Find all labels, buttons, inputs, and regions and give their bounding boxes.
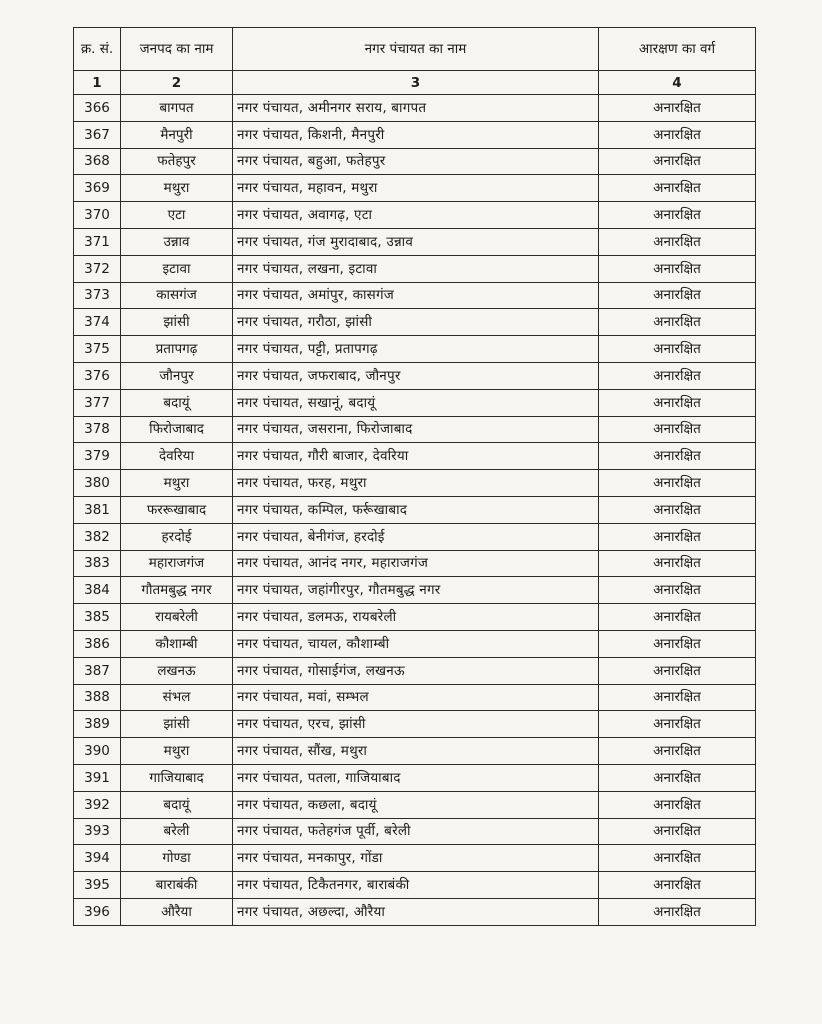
district-cell: महाराजगंज (121, 550, 233, 577)
table-row (74, 309, 756, 336)
serial-number-cell: 367 (74, 121, 121, 148)
reservation-category-cell: अनारक्षित (599, 228, 756, 255)
district-cell: हरदोई (121, 523, 233, 550)
table-row (74, 577, 756, 604)
district-cell: इटावा (121, 255, 233, 282)
district-cell: झांसी (121, 711, 233, 738)
district-cell: जौनपुर (121, 362, 233, 389)
reservation-category-cell: अनारक्षित (599, 255, 756, 282)
reservation-category-cell: अनारक्षित (599, 711, 756, 738)
serial-number-cell: 396 (74, 898, 121, 925)
panchayat-name-cell: नगर पंचायत, अवागढ़, एटा (233, 202, 599, 229)
table-row (74, 550, 756, 577)
district-cell: रायबरेली (121, 604, 233, 631)
table-row (74, 336, 756, 363)
table-row (74, 791, 756, 818)
reservation-category-cell: अनारक्षित (599, 148, 756, 175)
panchayat-name-cell: नगर पंचायत, गौरी बाजार, देवरिया (233, 443, 599, 470)
panchayat-name-cell: नगर पंचायत, बेनीगंज, हरदोई (233, 523, 599, 550)
table-row (74, 255, 756, 282)
reservation-category-cell: अनारक्षित (599, 550, 756, 577)
table-row (74, 416, 756, 443)
serial-number-cell: 374 (74, 309, 121, 336)
reservation-category-cell: अनारक्षित (599, 818, 756, 845)
table-row (74, 228, 756, 255)
panchayat-name-cell: नगर पंचायत, गंज मुरादाबाद, उन्नाव (233, 228, 599, 255)
reservation-category-cell: अनारक्षित (599, 362, 756, 389)
district-cell: मथुरा (121, 738, 233, 765)
header-panchayat: नगर पंचायत का नाम (233, 28, 599, 71)
serial-number-cell: 389 (74, 711, 121, 738)
serial-number-cell: 393 (74, 818, 121, 845)
header-category: आरक्षण का वर्ग (599, 28, 756, 71)
reservation-category-cell: अनारक्षित (599, 577, 756, 604)
column-number: 1 (74, 71, 121, 95)
reservation-category-cell: अनारक्षित (599, 764, 756, 791)
serial-number-cell: 391 (74, 764, 121, 791)
panchayat-name-cell: नगर पंचायत, आनंद नगर, महाराजगंज (233, 550, 599, 577)
reservation-category-cell: अनारक्षित (599, 845, 756, 872)
panchayat-name-cell: नगर पंचायत, गोसाईगंज, लखनऊ (233, 657, 599, 684)
table-row (74, 818, 756, 845)
panchayat-name-cell: नगर पंचायत, फरह, मथुरा (233, 470, 599, 497)
reservation-category-cell: अनारक्षित (599, 443, 756, 470)
table-row (74, 604, 756, 631)
serial-number-cell: 385 (74, 604, 121, 631)
panchayat-name-cell: नगर पंचायत, सौंख, मथुरा (233, 738, 599, 765)
serial-number-cell: 380 (74, 470, 121, 497)
district-cell: देवरिया (121, 443, 233, 470)
table-row (74, 175, 756, 202)
table-row (74, 657, 756, 684)
serial-number-cell: 375 (74, 336, 121, 363)
panchayat-name-cell: नगर पंचायत, बहुआ, फतेहपुर (233, 148, 599, 175)
district-cell: कौशाम्बी (121, 630, 233, 657)
table-row (74, 121, 756, 148)
serial-number-cell: 392 (74, 791, 121, 818)
serial-number-cell: 383 (74, 550, 121, 577)
panchayat-name-cell: नगर पंचायत, मनकापुर, गोंडा (233, 845, 599, 872)
table-row (74, 389, 756, 416)
district-cell: बरेली (121, 818, 233, 845)
table-row (74, 523, 756, 550)
serial-number-cell: 376 (74, 362, 121, 389)
serial-number-cell: 395 (74, 872, 121, 899)
district-cell: संभल (121, 684, 233, 711)
district-cell: बदायूं (121, 389, 233, 416)
column-number: 3 (233, 71, 599, 95)
panchayat-name-cell: नगर पंचायत, फतेहगंज पूर्वी, बरेली (233, 818, 599, 845)
district-cell: बागपत (121, 95, 233, 122)
district-cell: मैनपुरी (121, 121, 233, 148)
district-cell: मथुरा (121, 175, 233, 202)
header-serial: क्र. सं. (74, 28, 121, 71)
serial-number-cell: 388 (74, 684, 121, 711)
column-number: 4 (599, 71, 756, 95)
reservation-category-cell: अनारक्षित (599, 309, 756, 336)
serial-number-cell: 377 (74, 389, 121, 416)
table-row (74, 95, 756, 122)
panchayat-name-cell: नगर पंचायत, मवां, सम्भल (233, 684, 599, 711)
panchayat-name-cell: नगर पंचायत, पतला, गाजियाबाद (233, 764, 599, 791)
district-cell: फिरोजाबाद (121, 416, 233, 443)
district-cell: बदायूं (121, 791, 233, 818)
panchayat-name-cell: नगर पंचायत, अमीनगर सराय, बागपत (233, 95, 599, 122)
table-row (74, 496, 756, 523)
serial-number-cell: 366 (74, 95, 121, 122)
panchayat-name-cell: नगर पंचायत, जहांगीरपुर, गौतमबुद्ध नगर (233, 577, 599, 604)
reservation-category-cell: अनारक्षित (599, 791, 756, 818)
serial-number-cell: 379 (74, 443, 121, 470)
reservation-category-cell: अनारक्षित (599, 389, 756, 416)
reservation-category-cell: अनारक्षित (599, 657, 756, 684)
column-number: 2 (121, 71, 233, 95)
reservation-category-cell: अनारक्षित (599, 684, 756, 711)
panchayat-name-cell: नगर पंचायत, चायल, कौशाम्बी (233, 630, 599, 657)
district-cell: मथुरा (121, 470, 233, 497)
reservation-category-cell: अनारक्षित (599, 898, 756, 925)
panchayat-name-cell: नगर पंचायत, टिकैतनगर, बाराबंकी (233, 872, 599, 899)
serial-number-cell: 386 (74, 630, 121, 657)
table-row (74, 630, 756, 657)
reservation-category-cell: अनारक्षित (599, 496, 756, 523)
reservation-table (73, 27, 756, 926)
reservation-category-cell: अनारक्षित (599, 470, 756, 497)
panchayat-name-cell: नगर पंचायत, गरौठा, झांसी (233, 309, 599, 336)
panchayat-name-cell: नगर पंचायत, पट्टी, प्रतापगढ़ (233, 336, 599, 363)
district-cell: उन्नाव (121, 228, 233, 255)
panchayat-name-cell: नगर पंचायत, लखना, इटावा (233, 255, 599, 282)
serial-number-cell: 394 (74, 845, 121, 872)
district-cell: गौतमबुद्ध नगर (121, 577, 233, 604)
serial-number-cell: 381 (74, 496, 121, 523)
panchayat-name-cell: नगर पंचायत, महावन, मथुरा (233, 175, 599, 202)
header-district: जनपद का नाम (121, 28, 233, 71)
panchayat-name-cell: नगर पंचायत, सखानूं, बदायूं (233, 389, 599, 416)
reservation-category-cell: अनारक्षित (599, 121, 756, 148)
reservation-category-cell: अनारक्षित (599, 738, 756, 765)
table-row (74, 443, 756, 470)
serial-number-cell: 370 (74, 202, 121, 229)
district-cell: बाराबंकी (121, 872, 233, 899)
reservation-category-cell: अनारक्षित (599, 175, 756, 202)
panchayat-name-cell: नगर पंचायत, किशनी, मैनपुरी (233, 121, 599, 148)
panchayat-name-cell: नगर पंचायत, डलमऊ, रायबरेली (233, 604, 599, 631)
table-row (74, 738, 756, 765)
district-cell: कासगंज (121, 282, 233, 309)
serial-number-cell: 390 (74, 738, 121, 765)
district-cell: फतेहपुर (121, 148, 233, 175)
column-number-row (74, 71, 756, 95)
reservation-category-cell: अनारक्षित (599, 604, 756, 631)
serial-number-cell: 372 (74, 255, 121, 282)
panchayat-name-cell: नगर पंचायत, जफराबाद, जौनपुर (233, 362, 599, 389)
reservation-category-cell: अनारक्षित (599, 416, 756, 443)
table-row (74, 684, 756, 711)
reservation-category-cell: अनारक्षित (599, 872, 756, 899)
reservation-category-cell: अनारक्षित (599, 282, 756, 309)
table-body (74, 95, 756, 926)
panchayat-name-cell: नगर पंचायत, एरच, झांसी (233, 711, 599, 738)
district-cell: औरैया (121, 898, 233, 925)
serial-number-cell: 382 (74, 523, 121, 550)
panchayat-name-cell: नगर पंचायत, अमांपुर, कासगंज (233, 282, 599, 309)
panchayat-name-cell: नगर पंचायत, कम्पिल, फर्रूखाबाद (233, 496, 599, 523)
district-cell: गोण्डा (121, 845, 233, 872)
table-row (74, 711, 756, 738)
table-row (74, 202, 756, 229)
serial-number-cell: 384 (74, 577, 121, 604)
reservation-category-cell: अनारक्षित (599, 202, 756, 229)
table-row (74, 898, 756, 925)
serial-number-cell: 373 (74, 282, 121, 309)
reservation-category-cell: अनारक्षित (599, 95, 756, 122)
panchayat-name-cell: नगर पंचायत, कछला, बदायूं (233, 791, 599, 818)
panchayat-name-cell: नगर पंचायत, जसराना, फिरोजाबाद (233, 416, 599, 443)
district-cell: गाजियाबाद (121, 764, 233, 791)
table-row (74, 872, 756, 899)
table-row (74, 148, 756, 175)
table-row (74, 282, 756, 309)
district-cell: लखनऊ (121, 657, 233, 684)
district-cell: फररूखाबाद (121, 496, 233, 523)
serial-number-cell: 387 (74, 657, 121, 684)
table-row (74, 764, 756, 791)
header-row (74, 28, 756, 71)
table-row (74, 845, 756, 872)
reservation-category-cell: अनारक्षित (599, 630, 756, 657)
reservation-category-cell: अनारक्षित (599, 523, 756, 550)
district-cell: प्रतापगढ़ (121, 336, 233, 363)
district-cell: झांसी (121, 309, 233, 336)
table-row (74, 470, 756, 497)
table-row (74, 362, 756, 389)
panchayat-name-cell: नगर पंचायत, अछल्दा, औरैया (233, 898, 599, 925)
serial-number-cell: 369 (74, 175, 121, 202)
serial-number-cell: 371 (74, 228, 121, 255)
district-cell: एटा (121, 202, 233, 229)
serial-number-cell: 368 (74, 148, 121, 175)
reservation-category-cell: अनारक्षित (599, 336, 756, 363)
serial-number-cell: 378 (74, 416, 121, 443)
